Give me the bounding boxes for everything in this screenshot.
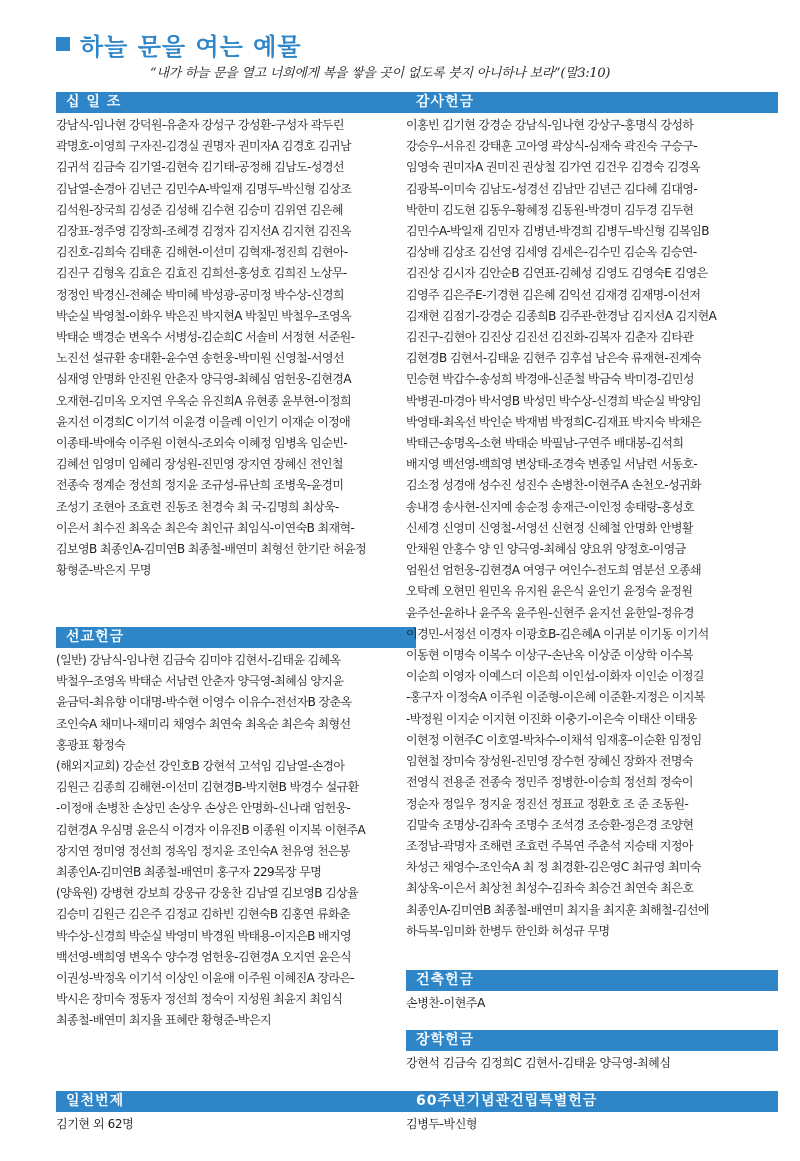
donor-line: 김남열-손경아 김년근 김민수A-박일재 김명두-박신형 김상조	[56, 181, 352, 196]
donor-line: 김재현 김점기-강경순 김종희B 김주관-한경남 김지선A 김지현A	[406, 308, 717, 323]
donor-line: 홍광표 황정숙	[56, 737, 126, 752]
donor-line: 정정인 박경신-전혜순 박미혜 박성광-공미정 박수상-신경희	[56, 287, 344, 302]
donor-line: 박철우-조영옥 박태순 서남련 안춘자 양극영-최혜심 양지윤	[56, 674, 344, 689]
donor-line: 김민수A-박일재 김민자 김병년-박경희 김병두-박신형 김복임B	[406, 224, 709, 239]
donor-line: 박시은 장미숙 정동자 정선희 정숙이 지성원 최윤지 최임식	[56, 992, 343, 1007]
donor-line: 김혜선 임영미 임혜리 장성원-진민영 장지연 장혜신 전인철	[56, 457, 343, 472]
donor-line: 이홍빈 김기현 강경순 강남식-임나현 강상구-홍명식 강성하	[406, 118, 694, 132]
donor-line: 장지연 정미영 정선희 정옥임 정지윤 조인숙A 천유영 천은봉	[56, 843, 350, 858]
donor-line: 김광복-이미숙 김남도-성경선 김남만 김년근 김다혜 김대영-	[406, 181, 698, 196]
section-scholarship	[406, 1030, 778, 1074]
donor-line: 이권성-박정옥 이기석 이상인 이윤애 이주원 이혜진A 장라은-	[56, 971, 355, 986]
donor-line: 이순희 이영자 이예스더 이은희 이인섭-이화자 이인순 이정길	[406, 669, 704, 684]
donor-line: 김보영B 최종인A-김미연B 최종철-배연미 최형선 한기란 허윤정	[56, 542, 366, 557]
donor-line: 이종태-박애숙 이주원 이현식-조외숙 이혜정 임병옥 임순빈-	[56, 436, 348, 451]
section-heading: 일천번제	[56, 1091, 416, 1112]
donor-line: -박정원 이지순 이지현 이진화 이충기-이은숙 이태산 이태웅	[406, 711, 697, 726]
donor-line: 김석원-장국희 김성준 김성해 김수현 김승미 김위연 김은혜	[56, 202, 343, 217]
section-first-thousand	[56, 1091, 416, 1135]
donor-line: 전영식 전용준 전종숙 정민주 정병한-이승희 정선희 정숙이	[406, 775, 693, 790]
donor-line: 이현정 이현주C 이호열-박차수-이채석 임재홍-이순환 임정임	[406, 732, 702, 747]
section-thanks	[406, 92, 778, 942]
donor-line: 배지영 백선영-백희영 변상태-조경숙 변종일 서남련 서동호-	[406, 457, 698, 472]
donor-line: 이동현 이명숙 이복수 이상구-손난옥 이상준 이상학 이수복	[406, 648, 693, 663]
donor-line: 최종인A-김미연B 최종철-배연미 홍구자 229목장 무명	[56, 865, 322, 880]
title-bullet-icon	[56, 37, 70, 51]
section-heading: 건축헌금	[406, 970, 778, 991]
section-body	[56, 648, 416, 1032]
donor-line: 윤지선 이경희C 이기석 이윤경 이을례 이인기 이재순 이정애	[56, 414, 351, 429]
donor-line: 백선영-백희영 변옥수 양수경 엄헌웅-김현경A 오지연 윤은식	[56, 949, 351, 964]
donor-line: 안채원 안홍수 양 인 양극영-최혜심 양요위 양정호-이영금	[406, 542, 686, 557]
section-body	[406, 113, 778, 942]
donor-line: 임영숙 권미자A 권미진 권상철 김가연 김건우 김경숙 김경옥	[406, 160, 700, 175]
donor-line: 박태근-송명옥-소현 박태순 박필남-구연주 배대봉-김석희	[406, 436, 684, 451]
section-mission	[56, 627, 416, 1032]
donor-line: 조성기 조현아 조효련 진동조 천경숙 최 국-김명희 최상욱-	[56, 499, 339, 514]
section-heading: 십 일 조	[56, 92, 416, 113]
donor-line: 오재현-김미옥 오지연 우옥순 유진희A 유현종 윤부현-이정희	[56, 393, 351, 408]
donor-line: 황형준-박은지 무명	[56, 563, 151, 578]
donor-line: 이은서 최수진 최옥순 최은숙 최인규 최임식-이연숙B 최재혁-	[56, 520, 355, 535]
donor-line: (일반) 강남식-임나현 김금숙 김미야 김현서-김태윤 김혜옥	[56, 653, 341, 667]
section-heading: 감사헌금	[406, 92, 778, 113]
section-heading: 선교헌금	[56, 627, 416, 648]
page-title-row	[56, 28, 302, 60]
donor-line: 윤주선-윤하나 윤주옥 윤주원-신현주 윤지선 윤한일-정유경	[406, 605, 694, 620]
donor-line: 노진선 설규환 송대환-윤수연 송헌웅-박미원 신영철-서영선	[56, 351, 344, 366]
donor-line: 송내경 송사현-신지예 송순정 송재근-이인정 송태랑-홍성호	[406, 499, 694, 514]
donor-line: 박순실 박영철-이화우 박은진 박지현A 박칠민 박철우-조영옥	[56, 308, 351, 323]
donor-line: 김진구-김현아 김진상 김진선 김진화-김복자 김춘자 김타관	[406, 330, 694, 345]
donor-line: 김원근 김종희 김해현-이선미 김현경B-박지현B 박경수 설규환	[56, 780, 359, 795]
donor-line: (양육원) 강병현 강보희 강웅규 강웅찬 김남열 김보영B 김상율	[56, 886, 359, 901]
section-body: 김기현 외 62명	[56, 1117, 134, 1131]
donor-line: 강승우-서유진 강태훈 고아영 곽상식-심재숙 곽진숙 구승구-	[406, 139, 698, 154]
donor-line: 심재영 안명화 안진원 안춘자 양극영-최혜심 엄헌웅-김현경A	[56, 372, 351, 387]
section-body: 김병두-박신형	[406, 1117, 478, 1131]
donor-line: 조정남-곽명자 조해련 조효련 주복연 주춘석 지승태 지정아	[406, 838, 693, 853]
donor-line: 최종인A-김미연B 최종철-배연미 최지율 최지훈 최해철-김선에	[406, 902, 709, 917]
donor-line: 박병권-마경아 박서영B 박성민 박수상-신경희 박순실 박양임	[406, 393, 701, 408]
section-building	[406, 970, 778, 1014]
donor-line: 김상배 김상조 김선영 김세영 김세은-김수민 김순옥 김승연-	[406, 245, 697, 260]
donor-line: 전종숙 정계순 정선희 정지윤 조규성-류난희 조병욱-윤경미	[56, 478, 344, 493]
donor-line: 최종철-배연미 최지율 표혜란 황형준-박은지	[56, 1013, 271, 1028]
donor-line: 김장표-정주영 김장희-조혜경 김정자 김지선A 김지현 김진옥	[56, 224, 351, 239]
donor-line: 김현경A 우심명 윤은식 이경자 이유진B 이종원 이지복 이현주A	[56, 822, 366, 837]
donor-line: 민승현 박갑수-송성희 박경애-신준철 박금숙 박미경-김민성	[406, 372, 694, 387]
donor-line: 김진상 김시자 김안순B 김연표-김혜성 김영도 김영숙E 김영은	[406, 266, 708, 281]
donor-line: 박수상-신경희 박순실 박영미 박경원 박태용-이지은B 배지영	[56, 928, 351, 943]
section-tithe	[56, 92, 416, 581]
donor-line: 하득복-임미화 한병두 한인화 허성규 무명	[406, 923, 610, 938]
section-anniversary	[406, 1091, 778, 1135]
donor-line: 임현철 장미숙 장성원-진민영 장수헌 장혜신 장화자 전명숙	[406, 754, 693, 769]
donor-line: 이경민-서정선 이경자 이광호B-김은혜A 이귀분 이기동 이기석	[406, 626, 709, 641]
donor-line: 박태순 백경순 변옥수 서병성-김순희C 서솔비 서정현 서준원-	[56, 330, 355, 345]
section-heading: 장학헌금	[406, 1030, 778, 1051]
donor-line: (해외지교회) 강순선 강인호B 강현석 고석임 김남열-손경아	[56, 759, 345, 774]
donor-line: 윤금덕-최유향 이대명-박수현 이영수 이유수-전선자B 장춘옥	[56, 695, 352, 710]
donor-line: 차성근 채영수-조인숙A 최 정 최경환-김은영C 최규영 최미숙	[406, 860, 701, 875]
donor-line: 김말숙 조명상-김좌숙 조명수 조석경 조승환-정은경 조양현	[406, 817, 694, 832]
donor-line: 박영태-최옥선 박인순 박재범 박정희C-김재표 박지숙 박채은	[406, 414, 702, 429]
donor-line: 김귀석 김금숙 김기열-김현숙 김기태-공정해 김남도-성경선	[56, 160, 344, 175]
donor-line: -이정애 손병찬 손상민 손상우 손상은 안명화-신나래 엄헌웅-	[56, 801, 351, 816]
donor-line: 정순자 정일우 정지윤 정진선 정표교 정환호 조 준 조동원-	[406, 796, 689, 811]
donor-line: 김현경B 김현서-김태윤 김현주 김후섭 남은숙 류재현-진계숙	[406, 351, 701, 366]
donor-line: 곽명호-이영희 구자진-김경실 권명자 권미자A 김경호 김귀남	[56, 139, 351, 154]
donor-line: 김영주 김은주E-기경현 김은혜 김익선 김재경 김재명-이선저	[406, 287, 701, 302]
donor-line: 김진구 김형옥 김효은 김효진 김희선-홍성호 김희진 노상무-	[56, 266, 347, 281]
donor-line: 강남식-임나현 강덕원-유춘자 강성구 강성환-구성자 곽두린	[56, 118, 344, 132]
page-title: 하늘 문을 여는 예물	[80, 32, 302, 61]
section-heading: 60주년기념관건립특별헌금	[406, 1091, 778, 1112]
donor-line: 김진호-김희숙 김태훈 김해현-이선미 김혁재-정진희 김현아-	[56, 245, 348, 260]
donor-line: 최상욱-이은서 최상천 최성수-김좌숙 최승건 최연숙 최은호	[406, 881, 694, 896]
scripture-quote: “내가 하늘 문을 열고 너희에게 복을 쌓을 곳이 없도록 붓지 아니하나 보라”(말3:10)	[150, 66, 611, 81]
donor-line: 김소정 성경애 성수진 성진수 손병찬-이현주A 손천오-성귀화	[406, 478, 701, 493]
donor-line: 조인숙A 채미나-채미리 채영수 최연숙 최옥순 최은숙 최형선	[56, 716, 351, 731]
section-body: 손병찬-이현주A	[406, 996, 485, 1010]
donor-line: 김승미 김원근 김은주 김정교 김하빈 김현숙B 김홍연 류화춘	[56, 907, 350, 922]
donor-line: 엄원선 엄헌웅-김현경A 여영구 여인수-전도희 염분선 오종쇄	[406, 563, 701, 578]
section-body: 강현석 김금숙 김정희C 김현서-김태윤 양극영-최혜심	[406, 1056, 671, 1070]
donor-line: 박한미 김도현 김동우-황혜정 김동원-박경미 김두경 김두현	[406, 202, 694, 217]
donor-line: 오탁례 오현민 원민옥 유지원 윤은식 윤인기 윤정숙 윤정원	[406, 584, 693, 599]
donor-line: -홍구자 이정숙A 이주원 이준형-이은혜 이준환-지정은 이지복	[406, 690, 705, 705]
section-body	[56, 113, 416, 581]
donor-line: 신세경 신영미 신영철-서영선 신현정 신혜철 안명화 안병활	[406, 520, 693, 535]
